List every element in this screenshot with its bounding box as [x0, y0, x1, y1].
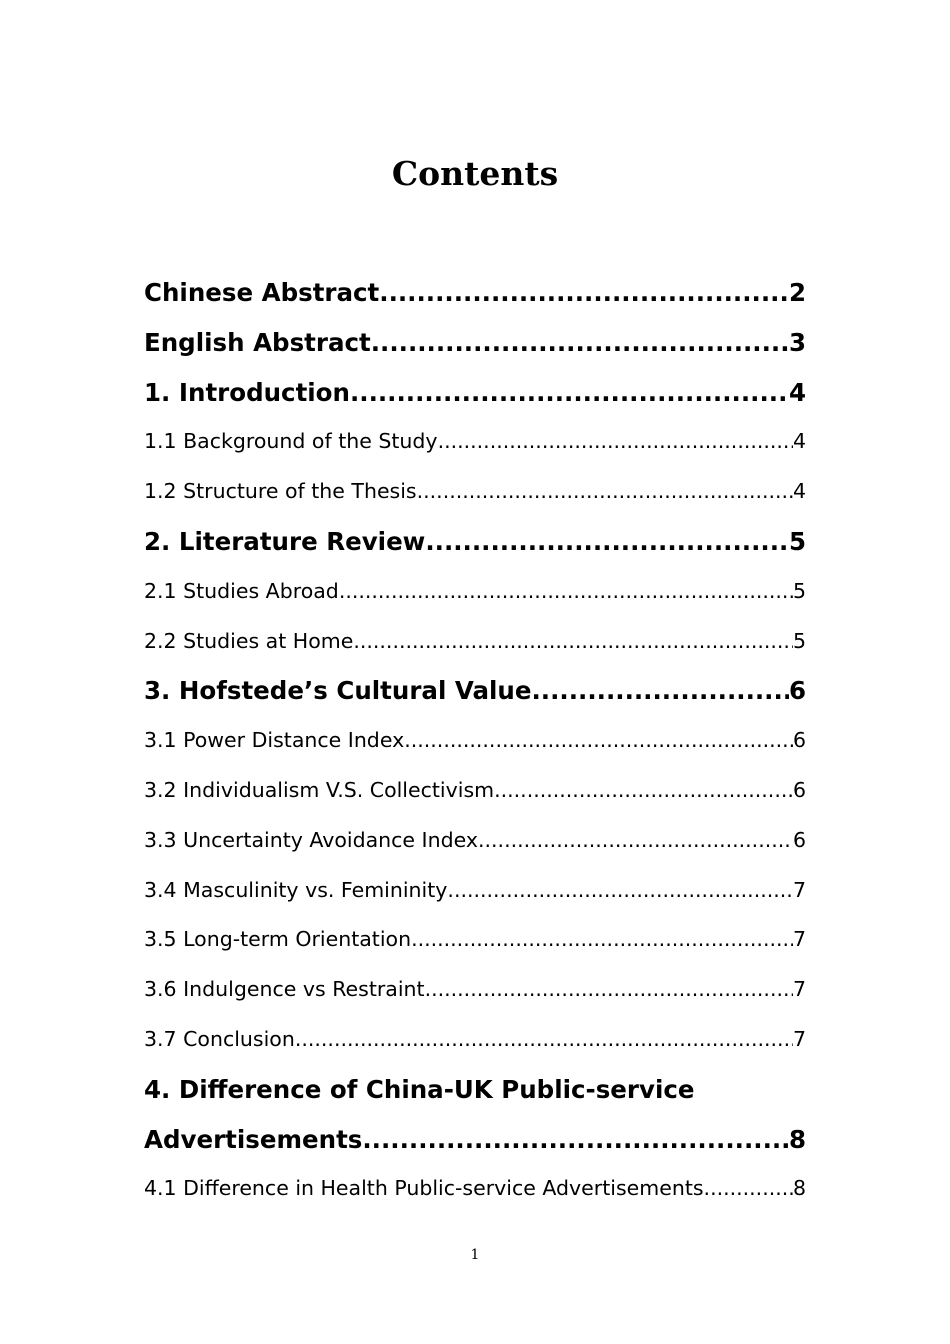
toc-entry-difference-line1[interactable] — [144, 1065, 806, 1115]
toc-entry-conclusion[interactable] — [144, 1015, 806, 1065]
toc-entry-label: 3.2 Individualism V.S. Collectivism — [144, 777, 495, 802]
page-number-footer: 1 — [470, 1247, 480, 1263]
toc-page-number: 5 — [792, 628, 806, 653]
toc-page-number: 6 — [792, 827, 806, 852]
toc-page-number: 4 — [792, 429, 806, 454]
toc-dot-leader — [494, 766, 793, 816]
toc-entry-background[interactable] — [144, 417, 806, 467]
toc-entry-label: 4. Difference of China-UK Public-service — [144, 1074, 695, 1104]
toc-dot-leader — [379, 268, 789, 318]
toc-entry-power-distance[interactable] — [144, 716, 806, 766]
toc-entry-long-term[interactable] — [144, 915, 806, 965]
toc-entry-label: 2. Literature Review — [144, 526, 426, 556]
toc-entry-masculinity[interactable] — [144, 866, 806, 916]
toc-entry-introduction[interactable] — [144, 368, 806, 418]
toc-dot-leader — [353, 617, 793, 667]
toc-entry-label: 3. Hofstede’s Cultural Value — [144, 676, 532, 706]
toc-entry-label: 1. Introduction — [144, 377, 350, 407]
toc-entry-individualism[interactable] — [144, 766, 806, 816]
toc-dot-leader — [362, 1115, 789, 1165]
toc-entry-studies-abroad[interactable] — [144, 567, 806, 617]
toc-page-number: 5 — [792, 578, 806, 603]
toc-page-number: 6 — [792, 777, 806, 802]
toc-page-number: 5 — [788, 526, 806, 556]
toc-entry-studies-home[interactable] — [144, 617, 806, 667]
toc-entry-label: 1.2 Structure of the Thesis — [144, 479, 417, 504]
toc-dot-leader — [532, 666, 789, 716]
toc-dot-leader — [350, 368, 789, 418]
toc-entry-english-abstract[interactable] — [144, 318, 806, 368]
toc-page-number: 6 — [792, 728, 806, 753]
toc-page-number: 8 — [788, 1124, 806, 1154]
page-title: Contents — [391, 154, 559, 193]
toc-entry-structure[interactable] — [144, 467, 806, 517]
toc-entry-label: 3.1 Power Distance Index — [144, 728, 405, 753]
toc-dot-leader — [295, 1015, 793, 1065]
toc-dot-leader — [704, 1164, 793, 1214]
toc-entry-health-ads[interactable] — [144, 1164, 806, 1214]
toc-page-number: 4 — [792, 479, 806, 504]
toc-dot-leader — [371, 318, 789, 368]
toc-dot-leader — [339, 567, 793, 617]
toc-dot-leader — [438, 417, 793, 467]
toc-dot-leader — [425, 965, 793, 1015]
toc-page-number: 7 — [792, 1026, 806, 1051]
toc-page-number: 6 — [788, 676, 806, 706]
toc-entry-uncertainty[interactable] — [144, 816, 806, 866]
toc-page-number: 3 — [788, 327, 806, 357]
toc-dot-leader — [425, 517, 789, 567]
toc-dot-leader — [411, 915, 793, 965]
toc-entry-label: 3.3 Uncertainty Avoidance Index — [144, 827, 478, 852]
toc-page-number: 2 — [788, 278, 806, 307]
toc-entry-label: 4.1 Difference in Health Public-service Advertisements — [144, 1176, 704, 1201]
table-of-contents — [144, 268, 806, 1214]
toc-entry-chinese-abstract[interactable] — [144, 268, 806, 318]
toc-dot-leader — [478, 816, 793, 866]
toc-dot-leader — [417, 467, 793, 517]
toc-page-number: 7 — [792, 927, 806, 952]
toc-entry-difference[interactable] — [144, 1115, 806, 1165]
toc-entry-hofstede[interactable] — [144, 666, 806, 716]
toc-entry-label: 3.5 Long-term Orientation — [144, 927, 412, 952]
toc-entry-label: 2.1 Studies Abroad — [144, 578, 339, 603]
toc-dot-leader — [447, 866, 793, 916]
toc-page-number: 8 — [792, 1176, 806, 1201]
toc-page-number: 4 — [788, 377, 806, 407]
toc-entry-label: 3.7 Conclusion — [144, 1026, 295, 1051]
toc-page-number: 7 — [792, 977, 806, 1002]
toc-entry-label: Chinese Abstract — [144, 278, 380, 307]
toc-entry-label: English Abstract — [144, 327, 371, 357]
toc-entry-literature-review[interactable] — [144, 517, 806, 567]
toc-entry-label: 3.6 Indulgence vs Restraint — [144, 977, 425, 1002]
toc-entry-label: 1.1 Background of the Study — [144, 429, 438, 454]
toc-entry-indulgence[interactable] — [144, 965, 806, 1015]
toc-entry-label: Advertisements — [144, 1124, 363, 1154]
toc-page-number: 7 — [792, 877, 806, 902]
toc-entry-label: 2.2 Studies at Home — [144, 628, 354, 653]
toc-entry-label: 3.4 Masculinity vs. Femininity — [144, 877, 448, 902]
toc-dot-leader — [404, 716, 793, 766]
